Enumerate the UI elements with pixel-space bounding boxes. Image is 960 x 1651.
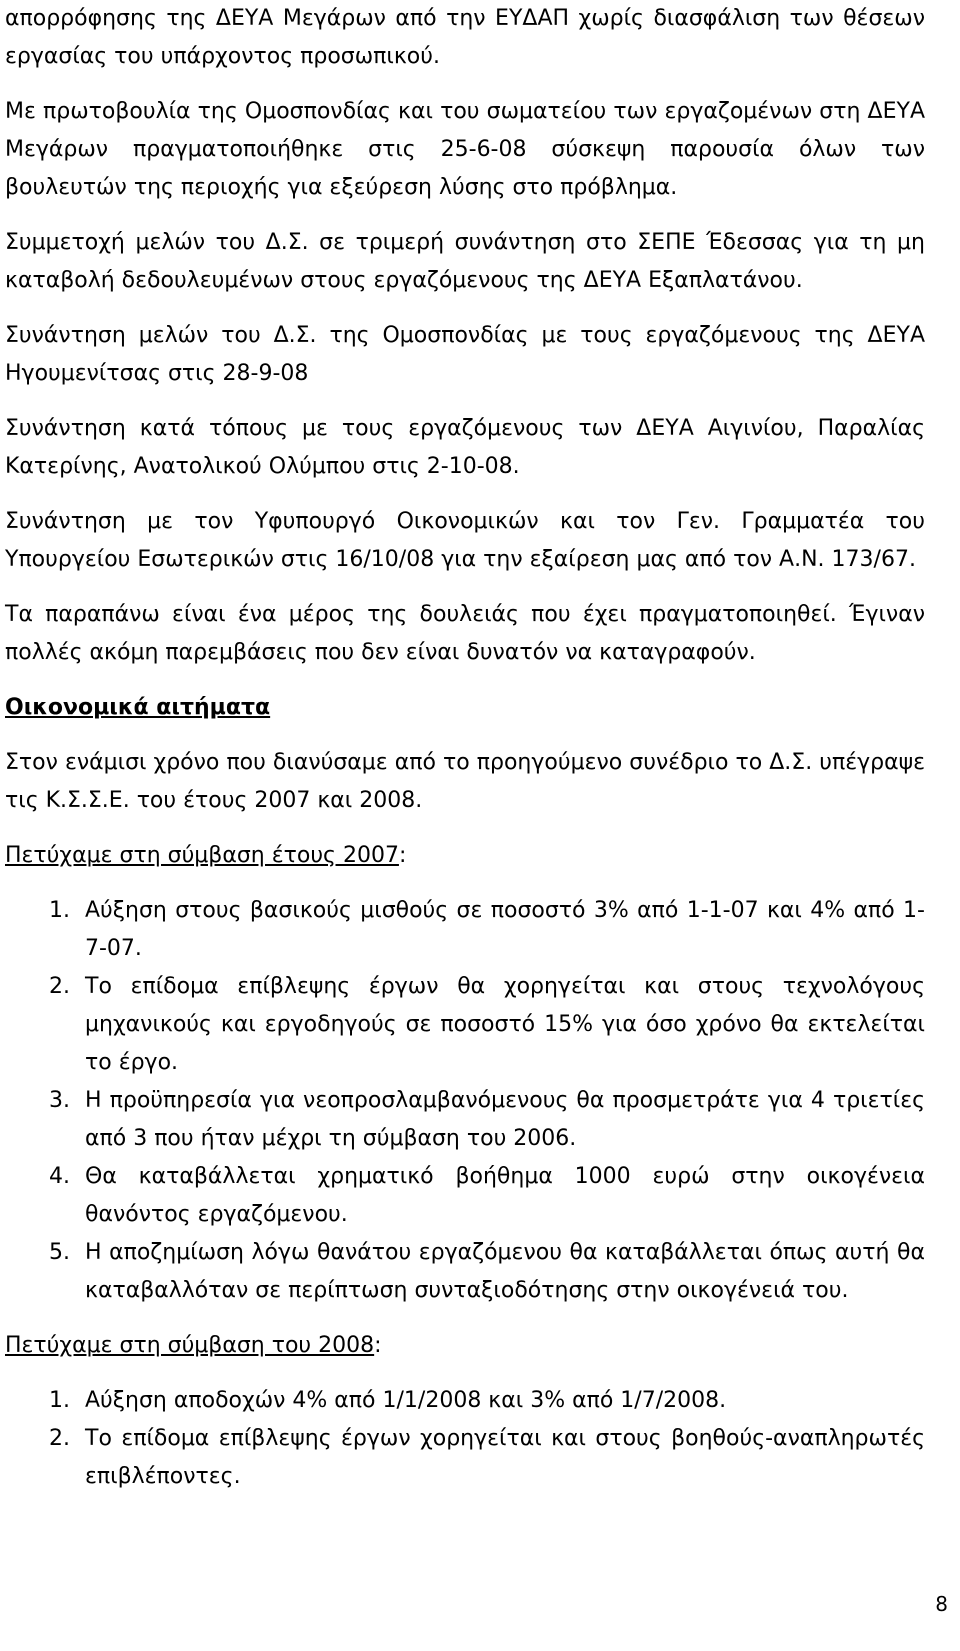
contract-2008-heading: [5, 1327, 925, 1365]
contract-2007-heading-text: Πετύχαμε στη σύμβαση έτους 2007: [5, 843, 399, 868]
list-item-number: 5.: [49, 1240, 70, 1265]
paragraph-ministry-meeting: Συνάντηση με τον Υφυπουργό Οικονομικών και τον Γεν. Γραμματέα του Υπουργείου Εσωτερικών στις 16/10/08 για την εξαίρεση μας από τον Α.Ν. 173/67.: [5, 509, 925, 572]
list-item-text: Αύξηση αποδοχών 4% από 1/1/2008 και 3% από 1/7/2008.: [85, 1388, 727, 1413]
contract-2007-heading: [5, 837, 925, 875]
contract-2008-heading-text: Πετύχαμε στη σύμβαση του 2008: [5, 1333, 375, 1358]
list-item-number: 4.: [49, 1164, 70, 1189]
list-item-number: 2.: [49, 1426, 70, 1451]
list-item-number: 3.: [49, 1088, 70, 1113]
contract-2008-heading-colon: :: [374, 1333, 382, 1358]
paragraph-megara-meeting: Με πρωτοβουλία της Ομοσπονδίας και του σωματείου των εργαζομένων στη ΔΕΥΑ Μεγάρων πραγματοποιήθηκε στις 25-6-08 σύσκεψη παρουσία όλων των βουλευτών της περιοχής για εξεύρεση λύσης στο πρόβλημα.: [5, 99, 925, 200]
section-heading: Οικονομικά αιτήματα: [5, 695, 271, 720]
contract-2007-heading-colon: :: [398, 843, 407, 868]
list-item-number: 1.: [49, 1388, 70, 1413]
list-item: [5, 1420, 925, 1496]
list-item: [5, 892, 925, 968]
document-page: [5, 0, 925, 1513]
list-item-text: Θα καταβάλλεται χρηματικό βοήθημα 1000 ευρώ στην οικογένεια θανόντος εργαζόμενου.: [85, 1164, 925, 1227]
contract-2008-list: [5, 1382, 925, 1496]
contract-2007-list: [5, 892, 925, 1310]
list-item: [5, 1082, 925, 1158]
list-item: [5, 1234, 925, 1310]
paragraph-absorption: απορρόφησης της ΔΕΥΑ Μεγάρων από την ΕΥΔΑΠ χωρίς διασφάλιση των θέσεων εργασίας του υπάρχοντος προσωπικού.: [5, 6, 925, 69]
list-item: [5, 968, 925, 1082]
list-item: [5, 1158, 925, 1234]
list-item: [5, 1382, 925, 1420]
list-item-text: Αύξηση στους βασικούς μισθούς σε ποσοστό 3% από 1-1-07 και 4% από 1-7-07.: [85, 898, 925, 961]
paragraph-local-meetings: Συνάντηση κατά τόπους με τους εργαζόμενους των ΔΕΥΑ Αιγινίου, Παραλίας Κατερίνης, Ανατολικού Ολύμπου στις 2-10-08.: [5, 416, 925, 479]
page-number: 8: [935, 1592, 948, 1616]
paragraph-edessa-meeting: Συμμετοχή μελών του Δ.Σ. σε τριμερή συνάντηση στο ΣΕΠΕ Έδεσσας για τη μη καταβολή δεδουλευμένων στους εργαζόμενους της ΔΕΥΑ Εξαπλατάνου.: [5, 230, 925, 293]
list-item-number: 2.: [49, 974, 70, 999]
list-item-text: Η προϋπηρεσία για νεοπροσλαμβανόμενους θα προσμετράτε για 4 τριετίες από 3 που ήταν μέχρι τη σύμβαση του 2006.: [85, 1088, 925, 1151]
list-item-number: 1.: [49, 898, 70, 923]
list-item-text: Το επίδομα επίβλεψης έργων χορηγείται και στους βοηθούς-αναπληρωτές επιβλέποντες.: [85, 1426, 925, 1489]
list-item-text: Η αποζημίωση λόγω θανάτου εργαζόμενου θα καταβάλλεται όπως αυτή θα καταβαλλόταν σε περίπτωση συνταξιοδότησης στην οικογένειά του.: [85, 1240, 925, 1303]
section-intro: Στον ενάμισι χρόνο που διανύσαμε από το προηγούμενο συνέδριο το Δ.Σ. υπέγραψε τις Κ.Σ.Σ.Ε. του έτους 2007 και 2008.: [5, 750, 925, 813]
list-item-text: Το επίδομα επίβλεψης έργων θα χορηγείται και στους τεχνολόγους μηχανικούς και εργοδηγούς σε ποσοστό 15% για όσο χρόνο θα εκτελείται το έργο.: [85, 974, 925, 1075]
paragraph-summary: Τα παραπάνω είναι ένα μέρος της δουλειάς που έχει πραγματοποιηθεί. Έγιναν πολλές ακόμη παρεμβάσεις που δεν είναι δυνατόν να καταγραφούν.: [5, 602, 925, 665]
paragraph-igoumenitsa-meeting: Συνάντηση μελών του Δ.Σ. της Ομοσπονδίας με τους εργαζόμενους της ΔΕΥΑ Ηγουμενίτσας στις 28-9-08: [5, 323, 925, 386]
